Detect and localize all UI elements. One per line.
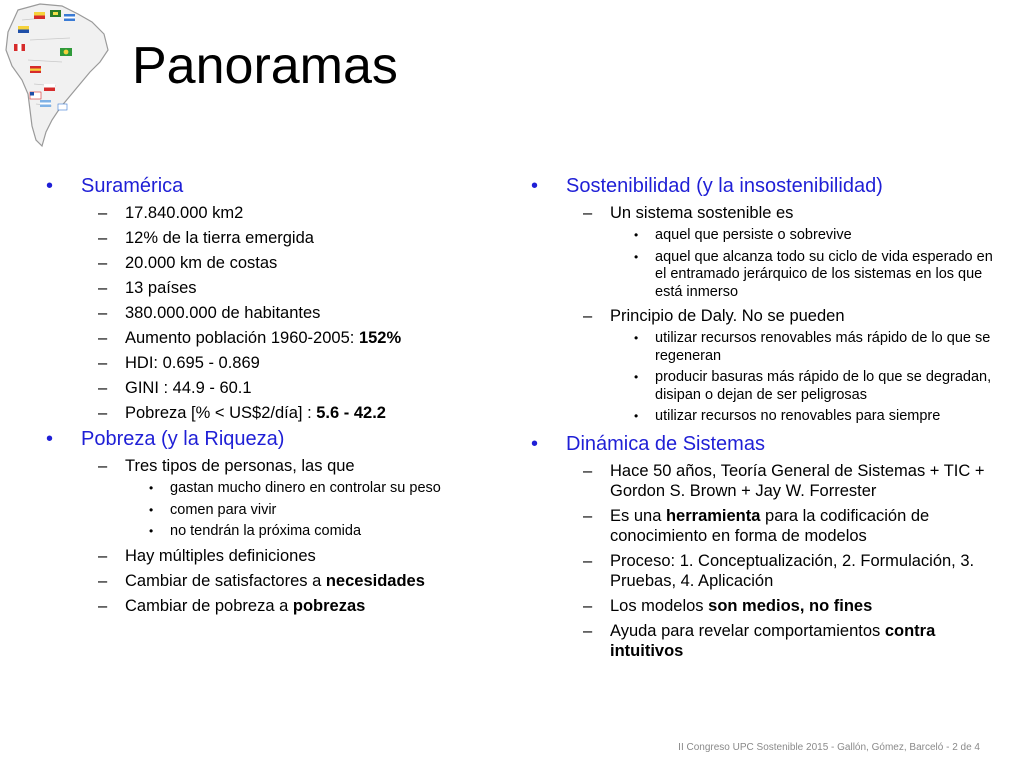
bullet-dash-icon: –: [98, 254, 108, 272]
bullet-dash-icon: –: [98, 204, 108, 222]
sub-list-item: • aquel que persiste o sobrevive: [634, 227, 852, 243]
list-item: – Tres tipos de personas, las que • gastan mucho dinero en controlar su peso • comen para vivir • no tendrán la próxima comida: [46, 456, 506, 541]
bullet-dot-icon: •: [634, 331, 639, 345]
bullet-dot-icon: •: [634, 249, 639, 264]
list-item: – 12% de la tierra emergida: [98, 229, 314, 247]
bullet-dash-icon: –: [583, 621, 593, 640]
list-item: – Cambiar de satisfactores a necesidades: [98, 571, 425, 590]
list-item: – Principio de Daly. No se pueden • utilizar recursos renovables más rápido de lo que se regeneran • producir basuras más rápido de lo que se degradan, disipan o dejan de ser peligrosas • utilizar recursos no renovables para siempre: [531, 306, 996, 426]
list-item: – Aumento población 1960-2005: 152%: [98, 329, 402, 347]
bullet-dot-icon: •: [46, 175, 54, 197]
bullet-dash-icon: –: [98, 279, 108, 297]
bullet-dot-icon: •: [149, 502, 154, 517]
bullet-dash-icon: –: [583, 461, 593, 480]
section-sostenibilidad: [531, 174, 996, 426]
bullet-dash-icon: –: [98, 546, 108, 565]
section-pobreza: [46, 427, 506, 616]
list-item: – Un sistema sostenible es • aquel que persiste o sobrevive • aquel que alcanza todo su ciclo de vida esperado en el entramado jerárquico de los sistemas en los que está inmerso: [531, 203, 996, 301]
section-dinamica-sistemas: [531, 432, 996, 661]
bullet-dash-icon: –: [98, 379, 108, 397]
bullet-dash-icon: –: [583, 596, 593, 615]
bullet-dash-icon: –: [98, 229, 108, 247]
sub-list-item: • no tendrán la próxima comida: [149, 523, 362, 539]
slide-footer: II Congreso UPC Sostenible 2015 - Gallón, Gómez, Barceló - 2 de 4: [678, 742, 980, 753]
list-item: – 20.000 km de costas: [98, 254, 278, 272]
section-title: Pobreza (y la Riqueza): [81, 428, 285, 450]
section-title: Sostenibilidad (y la insostenibilidad): [566, 175, 883, 197]
left-column: [46, 172, 506, 616]
sub-list-item: • gastan mucho dinero en controlar su peso: [149, 480, 441, 496]
bullet-dash-icon: –: [98, 404, 108, 422]
list-item: – HDI: 0.695 - 0.869: [98, 354, 260, 372]
bullet-dot-icon: •: [634, 409, 639, 423]
list-item: – Proceso: 1. Conceptualización, 2. Formulación, 3. Pruebas, 4. Aplicación: [583, 551, 975, 590]
right-column: [531, 172, 996, 661]
bullet-dash-icon: –: [583, 307, 593, 325]
list-item: – 13 países: [98, 279, 197, 297]
list-item: – Hay múltiples definiciones: [98, 546, 316, 565]
south-america-flags-map-image: [0, 0, 112, 150]
section-title: Suramérica: [81, 175, 184, 197]
slide-title: Panoramas: [132, 37, 398, 95]
bullet-dash-icon: –: [98, 329, 108, 347]
bullet-dash-icon: –: [583, 506, 593, 525]
bullet-dash-icon: –: [98, 596, 108, 615]
bullet-dash-icon: –: [98, 354, 108, 372]
bullet-dash-icon: –: [98, 457, 108, 475]
list-item: – GINI : 44.9 - 60.1: [98, 379, 252, 397]
sub-list-item: • comen para vivir: [149, 501, 277, 518]
bullet-dot-icon: •: [149, 481, 154, 495]
bullet-dot-icon: •: [531, 175, 539, 197]
section-suramerica: [46, 174, 506, 423]
bullet-dash-icon: –: [98, 571, 108, 590]
bullet-dot-icon: •: [531, 432, 539, 455]
bullet-dot-icon: •: [634, 228, 639, 242]
section-title: Dinámica de Sistemas: [566, 432, 765, 455]
sub-list-item: • producir basuras más rápido de lo que se degradan, disipan o dejan de ser peligrosas: [634, 369, 992, 403]
list-item: – Es una herramienta para la codificación de conocimiento en forma de modelos: [583, 506, 930, 545]
bullet-dot-icon: •: [46, 428, 54, 450]
list-item: – Hace 50 años, Teoría General de Sistemas + TIC + Gordon S. Brown + Jay W. Forrester: [583, 461, 985, 500]
list-item: – 380.000.000 de habitantes: [98, 304, 321, 322]
bullet-dash-icon: –: [98, 304, 108, 322]
list-item: – Pobreza [% < US$2/día] : 5.6 - 42.2: [98, 404, 386, 422]
sub-list-item: • utilizar recursos renovables más rápido de lo que se regeneran: [634, 330, 991, 364]
list-item: – Ayuda para revelar comportamientos contra intuitivos: [583, 621, 936, 660]
bullet-dot-icon: •: [634, 370, 639, 384]
list-item: – Los modelos son medios, no fines: [583, 596, 873, 615]
bullet-dash-icon: –: [583, 204, 593, 222]
bullet-dot-icon: •: [149, 524, 154, 538]
list-item: – Cambiar de pobreza a pobrezas: [98, 596, 366, 615]
sub-list-item: • utilizar recursos no renovables para siempre: [634, 408, 941, 424]
sub-list-item: • aquel que alcanza todo su ciclo de vida esperado en el entramado jerárquico de los sistemas en los que está inmerso: [634, 248, 993, 300]
list-item: – 17.840.000 km2: [98, 204, 244, 222]
bullet-dash-icon: –: [583, 551, 593, 570]
